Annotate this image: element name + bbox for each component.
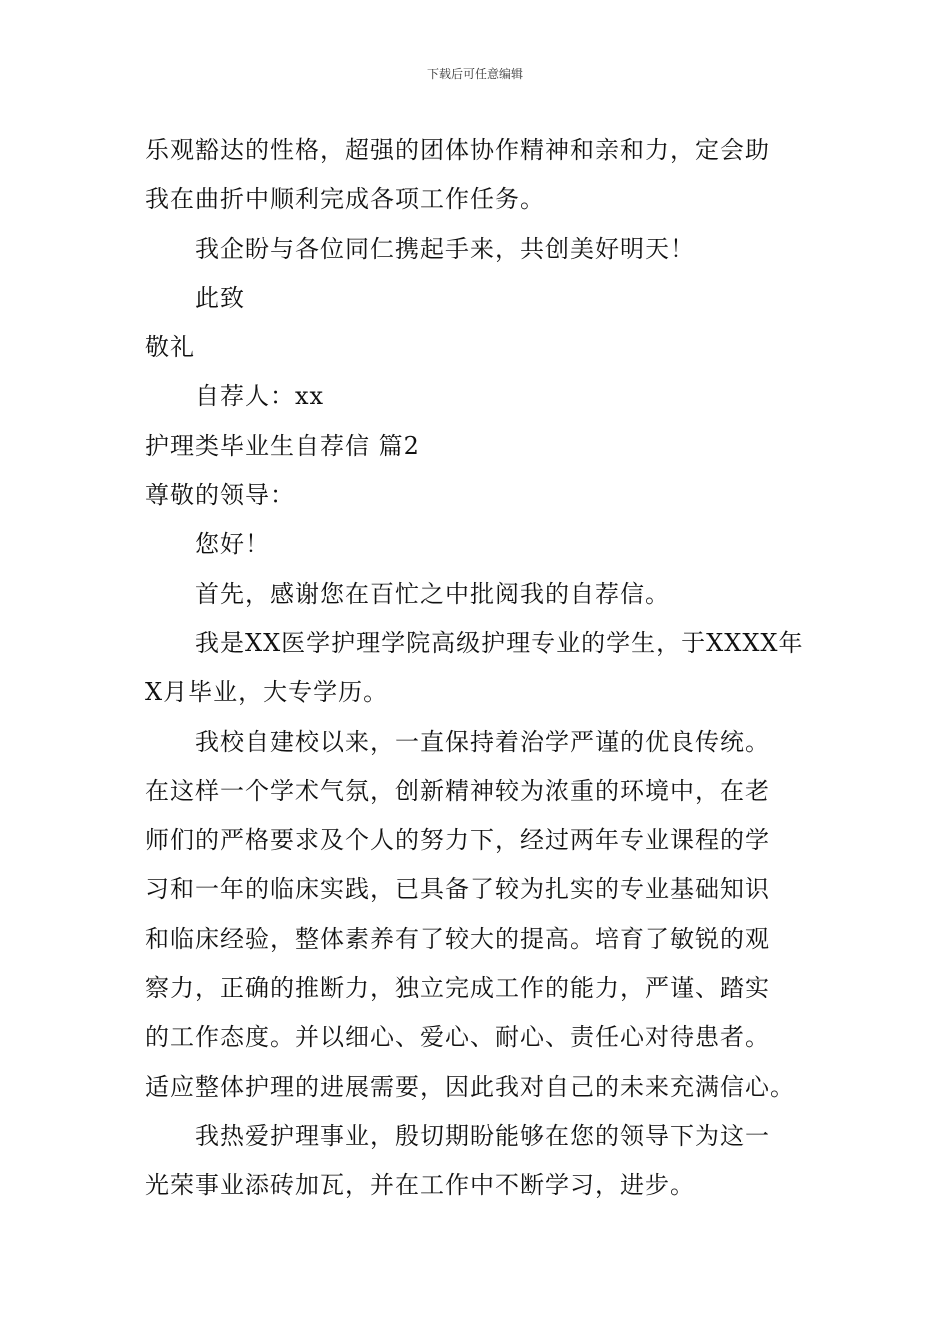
- text-line: 习和一年的临床实践，已具备了较为扎实的专业基础知识: [145, 875, 770, 904]
- text-line: 在这样一个学术气氛，创新精神较为浓重的环境中，在老: [145, 776, 770, 805]
- text-line: X月毕业，大专学历。: [145, 678, 389, 707]
- text-line: 的工作态度。并以细心、爱心、耐心、责任心对待患者。: [145, 1023, 770, 1052]
- page-header-note: 下载后可任意编辑: [426, 67, 523, 81]
- text-line: 我在曲折中顺利完成各项工作任务。: [145, 185, 545, 214]
- closing-regards: 敬礼: [145, 333, 195, 362]
- text-line: 首先，感谢您在百忙之中批阅我的自荐信。: [195, 579, 670, 608]
- section-title: 护理类毕业生自荐信 篇2: [145, 431, 420, 460]
- greeting-line: 尊敬的领导：: [145, 481, 295, 510]
- text-line: 察力，正确的推断力，独立完成工作的能力，严谨、踏实: [145, 974, 770, 1003]
- text-line: 乐观豁达的性格，超强的团体协作精神和亲和力，定会助: [145, 136, 770, 164]
- text-line: 我校自建校以来，一直保持着治学严谨的优良传统。: [195, 727, 770, 756]
- signature-line: 自荐人：xx: [195, 382, 325, 411]
- document-body: [145, 126, 810, 1211]
- text-line: 师们的严格要求及个人的努力下，经过两年专业课程的学: [145, 826, 770, 855]
- text-line: 和临床经验，整体素养有了较大的提高。培育了敏锐的观: [145, 924, 770, 953]
- text-line: 光荣事业添砖加瓦，并在工作中不断学习，进步。: [145, 1171, 695, 1200]
- text-line: 您好！: [195, 530, 270, 559]
- closing-salutation: 此致: [195, 283, 245, 312]
- text-line: 适应整体护理的进展需要，因此我对自己的未来充满信心。: [145, 1072, 795, 1101]
- text-line: 我企盼与各位同仁携起手来，共创美好明天！: [195, 234, 695, 263]
- text-line: 我是XX医学护理学院高级护理专业的学生，于XXXX年: [195, 628, 804, 657]
- text-line: 我热爱护理事业，殷切期盼能够在您的领导下为这一: [195, 1121, 770, 1150]
